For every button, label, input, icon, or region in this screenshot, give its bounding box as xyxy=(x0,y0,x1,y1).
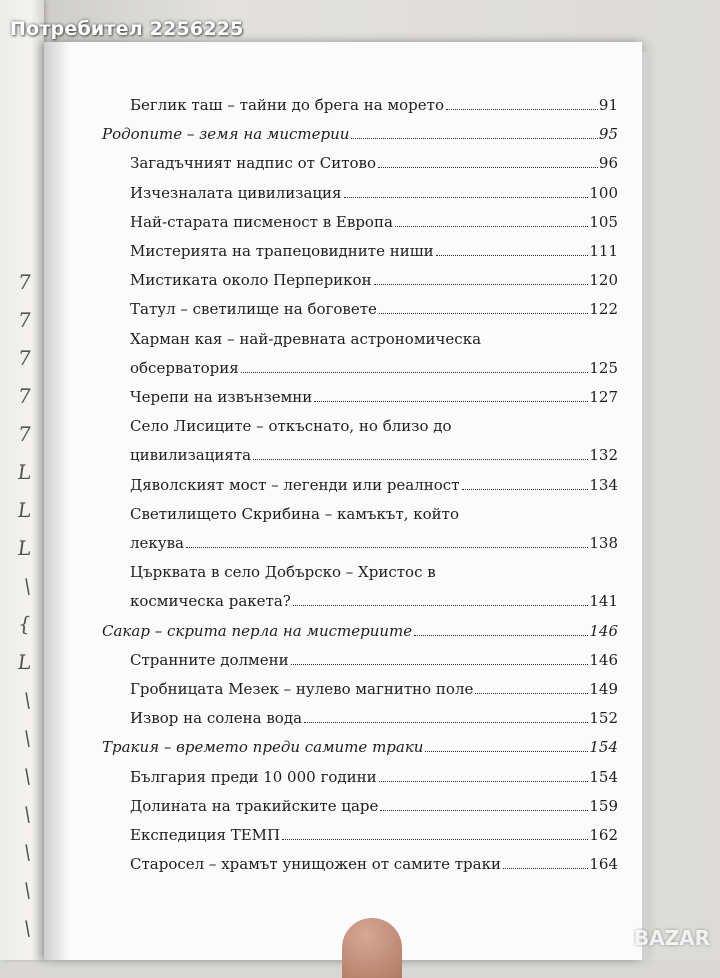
toc-entry[interactable] xyxy=(130,651,618,669)
toc-entry-title: Беглик таш – тайни до брега на морето xyxy=(130,96,444,114)
toc-page-number: 111 xyxy=(589,242,618,260)
toc-entry-title: България преди 10 000 години xyxy=(130,767,377,786)
toc-entry[interactable] xyxy=(130,534,618,552)
toc-entry[interactable] xyxy=(130,96,618,114)
toc-entry-title-line: Църквата в село Добърско – Христос в xyxy=(130,563,436,582)
toc-page-number: 96 xyxy=(598,154,618,173)
toc-page-number: 95 xyxy=(598,125,618,144)
toc-entry-title: Долината на тракийските царе xyxy=(130,796,379,815)
left-page-mark: 7 xyxy=(16,270,33,294)
dot-leader xyxy=(379,313,588,314)
dot-leader xyxy=(291,664,589,665)
table-of-contents xyxy=(44,42,642,960)
dot-leader xyxy=(436,255,589,256)
left-page-text-fragments xyxy=(2,270,36,954)
toc-section-heading[interactable] xyxy=(102,622,618,640)
left-page-mark: \ xyxy=(22,688,33,712)
toc-entry[interactable] xyxy=(130,154,618,172)
toc-entry-title: Гробницата Мезек – нулево магнитно поле xyxy=(130,680,474,698)
toc-entry-title: Татул – светилище на боговете xyxy=(130,300,377,319)
toc-page-number: 146 xyxy=(589,650,618,669)
toc-entry-title: лекува xyxy=(130,534,184,552)
dot-leader xyxy=(253,459,588,460)
toc-page-number: 154 xyxy=(589,738,618,757)
dot-leader xyxy=(395,226,588,227)
toc-entry-title-line: Село Лисиците – откъснато, но близо до xyxy=(130,417,452,436)
toc-entry-title: Странните долмени xyxy=(130,650,289,669)
toc-entry[interactable] xyxy=(130,855,618,873)
toc-entry-title-line: Харман кая – най-древната астрономическа xyxy=(130,329,482,348)
left-page-mark: \ xyxy=(22,764,33,788)
dot-leader xyxy=(186,547,588,548)
toc-page-number: 120 xyxy=(589,271,618,290)
left-page-mark: \ xyxy=(22,574,33,598)
dot-leader xyxy=(425,751,588,752)
toc-page-number: 100 xyxy=(589,183,618,202)
left-page-mark: L xyxy=(16,498,33,522)
toc-entry-title: Мистиката около Перперикон xyxy=(130,271,372,290)
left-page-mark: { xyxy=(16,612,33,636)
left-page-edge xyxy=(0,0,44,960)
dot-leader xyxy=(314,401,588,402)
toc-entry[interactable] xyxy=(130,592,618,610)
dot-leader xyxy=(351,138,597,139)
toc-entry[interactable] xyxy=(130,797,618,815)
toc-page-number: 146 xyxy=(589,621,618,640)
toc-entry[interactable] xyxy=(130,388,618,406)
toc-entry[interactable] xyxy=(130,359,618,377)
toc-entry[interactable] xyxy=(130,184,618,202)
left-page-mark: 7 xyxy=(16,308,33,332)
toc-page-number: 149 xyxy=(589,680,618,698)
toc-page-number: 125 xyxy=(589,358,618,377)
dot-leader xyxy=(304,722,588,723)
toc-entry-title: Най-старата писменост в Европа xyxy=(130,212,393,231)
left-page-mark: L xyxy=(16,650,33,674)
toc-page-number: 164 xyxy=(589,855,618,874)
toc-entry-title: обсерватория xyxy=(130,358,239,377)
toc-entry-title: Тракия – времето преди самите траки xyxy=(102,738,424,757)
dot-leader xyxy=(293,605,589,606)
toc-section-heading[interactable] xyxy=(102,738,618,756)
toc-page-number: 154 xyxy=(589,767,618,786)
left-page-mark: \ xyxy=(22,802,33,826)
toc-entry[interactable] xyxy=(130,680,618,698)
toc-page-number: 127 xyxy=(589,388,618,406)
toc-entry[interactable] xyxy=(130,826,618,844)
dot-leader xyxy=(282,839,588,840)
toc-entry[interactable] xyxy=(130,213,618,231)
left-page-mark: \ xyxy=(22,916,33,940)
toc-page-number: 132 xyxy=(589,446,618,465)
dot-leader xyxy=(374,284,589,285)
toc-section-heading[interactable] xyxy=(102,125,618,143)
left-page-mark: L xyxy=(16,536,33,560)
toc-entry[interactable] xyxy=(130,271,618,289)
toc-entry-title: Черепи на извънземни xyxy=(130,388,313,406)
toc-entry[interactable] xyxy=(130,476,618,494)
left-page-mark: 7 xyxy=(16,422,33,446)
toc-page-number: 152 xyxy=(589,709,618,728)
left-page-mark: \ xyxy=(22,878,33,902)
dot-leader xyxy=(380,810,588,811)
toc-entry[interactable] xyxy=(130,709,618,727)
toc-entry-title: Старосел – храмът унищожен от самите траки xyxy=(130,855,501,874)
toc-entry-title: Мистерията на трапецовидните ниши xyxy=(130,242,434,260)
toc-page-number: 91 xyxy=(598,96,618,114)
left-page-mark: \ xyxy=(22,840,33,864)
dot-leader xyxy=(379,781,589,782)
toc-entry[interactable] xyxy=(130,300,618,318)
toc-page-number: 134 xyxy=(589,475,618,494)
dot-leader xyxy=(462,489,589,490)
toc-page-number: 141 xyxy=(589,592,618,611)
dot-leader xyxy=(344,197,589,198)
page-edge xyxy=(642,52,648,960)
toc-page-number: 162 xyxy=(589,826,618,844)
left-page-mark: L xyxy=(16,460,33,484)
toc-entry-title-line: Светилището Скрибина – камъкът, който xyxy=(130,504,460,523)
book-page xyxy=(44,42,642,960)
toc-entry-title: Дяволският мост – легенди или реалност xyxy=(130,475,460,494)
bazar-logo: BAZAR xyxy=(633,926,710,950)
toc-entry[interactable] xyxy=(130,446,618,464)
toc-page-number: 159 xyxy=(589,796,618,815)
dot-leader xyxy=(241,372,589,373)
toc-page-number: 105 xyxy=(589,212,618,231)
toc-page-number: 138 xyxy=(589,534,618,552)
dot-leader xyxy=(414,635,588,636)
left-page-mark: 7 xyxy=(16,384,33,408)
thumb xyxy=(342,918,402,978)
toc-entry-title: Сакар – скрита перла на мистериите xyxy=(102,621,413,640)
toc-entry-title: космическа ракета? xyxy=(130,592,291,611)
toc-page-number: 122 xyxy=(589,300,618,319)
dot-leader xyxy=(446,109,598,110)
left-page-mark: \ xyxy=(22,726,33,750)
toc-entry-title: Изчезналата цивилизация xyxy=(130,183,342,202)
dot-leader xyxy=(503,868,588,869)
toc-entry[interactable] xyxy=(130,768,618,786)
dot-leader xyxy=(378,167,598,168)
toc-entry-title: Експедиция ТЕМП xyxy=(130,826,281,844)
toc-entry-title: Загадъчният надпис от Ситово xyxy=(130,154,377,173)
toc-entry[interactable] xyxy=(130,242,618,260)
toc-entry-title: цивилизацията xyxy=(130,446,252,465)
toc-entry-title: Родопите – земя на мистерии xyxy=(102,125,350,144)
toc-entry-title: Извор на солена вода xyxy=(130,709,303,728)
left-page-mark: 7 xyxy=(16,346,33,370)
user-watermark: Потребител 2256225 xyxy=(10,18,244,40)
dot-leader xyxy=(475,693,588,694)
